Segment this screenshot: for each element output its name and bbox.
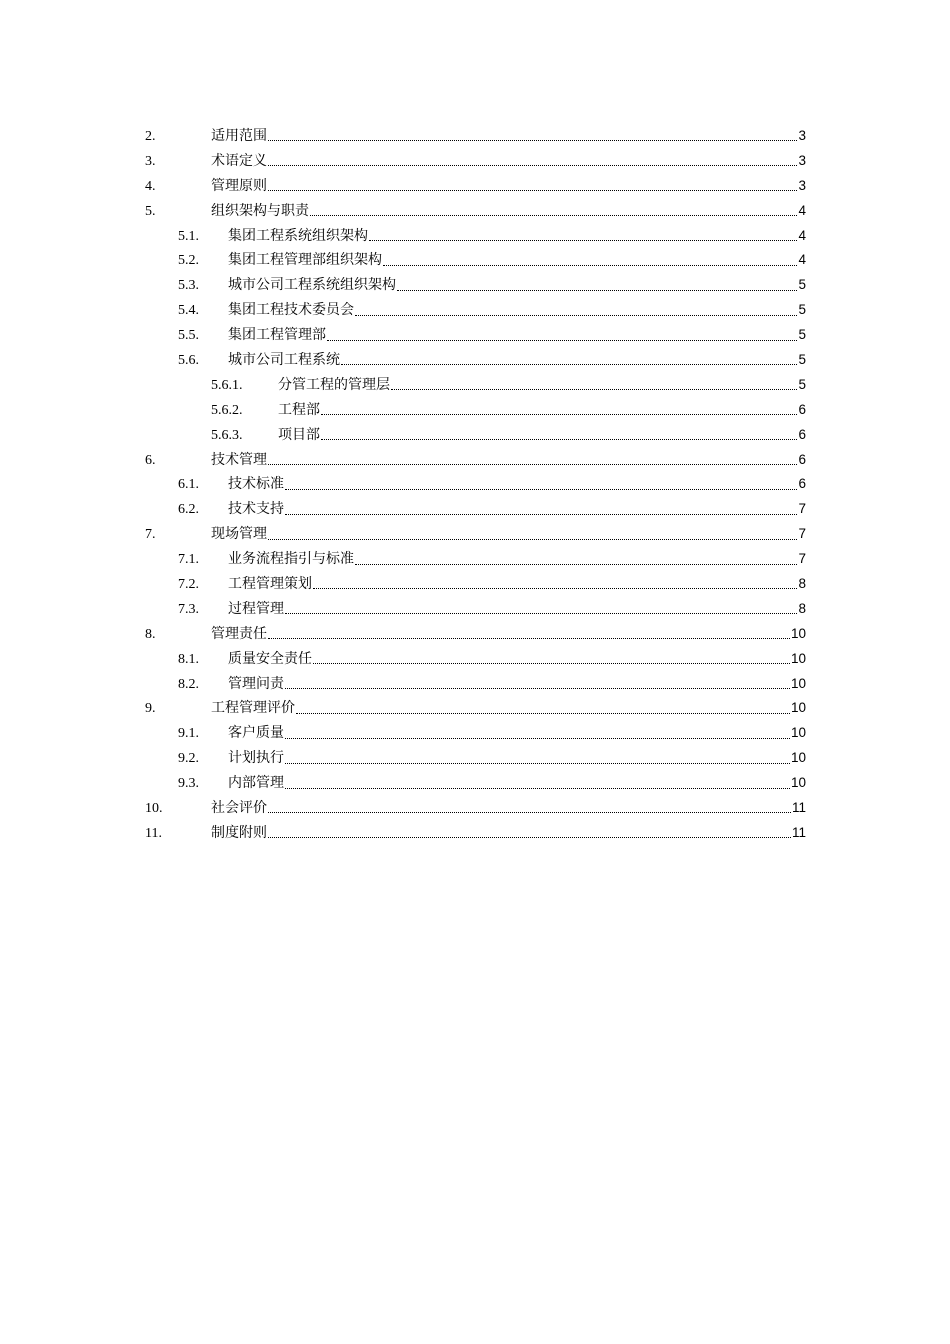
toc-entry[interactable] (145, 273, 806, 298)
toc-entry[interactable] (145, 298, 806, 323)
toc-entry-page: 3 (798, 152, 806, 168)
toc-dot-leader (268, 627, 790, 641)
toc-entry-page: 7 (798, 551, 806, 567)
toc-entry-title: 技术标准 (228, 476, 284, 493)
toc-entry-number: 9.1. (178, 726, 199, 742)
toc-entry-title: 管理责任 (211, 625, 267, 642)
toc-entry-page: 7 (798, 526, 806, 542)
toc-entry-title: 客户质量 (228, 725, 284, 742)
toc-entry-number: 5.6. (178, 353, 199, 369)
toc-entry-number: 3. (145, 153, 156, 169)
toc-entry-title: 社会评价 (211, 800, 267, 817)
toc-entry-number: 8. (145, 626, 156, 642)
toc-entry-title: 质量安全责任 (228, 650, 312, 667)
table-of-contents (145, 124, 806, 846)
toc-dot-leader (313, 652, 790, 666)
toc-dot-leader (391, 378, 797, 392)
toc-entry-title: 管理原则 (211, 177, 267, 194)
toc-entry-page: 6 (798, 451, 806, 467)
toc-entry-page: 4 (798, 252, 806, 268)
toc-dot-leader (383, 254, 797, 268)
toc-entry[interactable] (145, 647, 806, 672)
toc-entry-title: 过程管理 (228, 600, 284, 617)
toc-entry[interactable] (145, 448, 806, 473)
toc-entry[interactable] (145, 597, 806, 622)
toc-entry-page: 10 (790, 625, 806, 641)
toc-entry-title: 集团工程管理部组织架构 (228, 252, 382, 269)
toc-entry-number: 4. (145, 178, 156, 194)
toc-entry-number: 5.6.1. (211, 377, 243, 393)
toc-entry[interactable] (145, 472, 806, 497)
toc-dot-leader (285, 503, 797, 517)
toc-entry-number: 5.6.3. (211, 427, 243, 443)
toc-entry-title: 管理问责 (228, 675, 284, 692)
toc-entry-page: 5 (798, 277, 806, 293)
toc-entry[interactable] (145, 149, 806, 174)
toc-entry-page: 3 (798, 128, 806, 143)
toc-entry[interactable] (145, 696, 806, 721)
toc-dot-leader (268, 179, 797, 193)
toc-entry[interactable] (145, 522, 806, 547)
toc-dot-leader (285, 677, 790, 691)
toc-entry-title: 适用范围 (211, 128, 267, 144)
toc-entry-page: 10 (790, 675, 806, 691)
toc-dot-leader (310, 204, 797, 218)
toc-entry-page: 10 (790, 775, 806, 791)
toc-entry-title: 分管工程的管理层 (278, 376, 390, 393)
toc-entry-page: 11 (791, 800, 806, 816)
toc-entry[interactable] (145, 547, 806, 572)
toc-dot-leader (268, 154, 797, 168)
toc-entry-page: 6 (798, 401, 806, 417)
toc-entry-number: 5.4. (178, 303, 199, 319)
toc-entry-title: 技术管理 (211, 451, 267, 468)
toc-dot-leader (369, 229, 797, 243)
toc-entry-number: 5.3. (178, 278, 199, 294)
toc-dot-leader (313, 577, 797, 591)
toc-dot-leader (285, 777, 790, 791)
toc-entry[interactable] (145, 572, 806, 597)
toc-dot-leader (397, 279, 797, 293)
toc-entry-page: 10 (790, 700, 806, 716)
toc-entry-number: 9.2. (178, 751, 199, 767)
toc-dot-leader (296, 702, 790, 716)
toc-entry-page: 4 (798, 202, 806, 218)
toc-entry-title: 城市公司工程系统 (228, 352, 340, 369)
toc-entry[interactable] (145, 199, 806, 224)
toc-entry-title: 技术支持 (228, 501, 284, 518)
toc-dot-leader (321, 403, 797, 417)
toc-dot-leader (285, 602, 797, 616)
toc-entry-page: 6 (798, 426, 806, 442)
toc-entry-page: 4 (798, 227, 806, 243)
toc-entry-page: 10 (790, 650, 806, 666)
toc-entry[interactable] (145, 672, 806, 697)
toc-entry[interactable] (145, 124, 806, 149)
toc-entry-title: 计划执行 (228, 750, 284, 767)
toc-entry-number: 7.3. (178, 601, 199, 617)
toc-dot-leader (355, 304, 797, 318)
toc-entry[interactable] (145, 721, 806, 746)
toc-dot-leader (285, 752, 790, 766)
toc-entry-title: 术语定义 (211, 152, 267, 169)
toc-entry-page: 7 (798, 501, 806, 517)
toc-entry[interactable] (145, 821, 806, 846)
toc-entry[interactable] (145, 348, 806, 373)
toc-entry-title: 现场管理 (211, 526, 267, 543)
toc-entry-page: 10 (790, 725, 806, 741)
toc-dot-leader (268, 826, 791, 840)
toc-entry[interactable] (145, 224, 806, 249)
toc-entry-number: 7.1. (178, 552, 199, 568)
toc-entry-title: 工程管理策划 (228, 576, 312, 593)
toc-entry-number: 6.1. (178, 477, 199, 493)
toc-dot-leader (285, 478, 797, 492)
toc-entry-number: 6. (145, 452, 156, 468)
toc-entry-page: 8 (798, 576, 806, 592)
toc-entry-page: 5 (798, 327, 806, 343)
toc-entry-number: 8.1. (178, 651, 199, 667)
toc-entry[interactable] (145, 746, 806, 771)
toc-entry-page: 8 (798, 600, 806, 616)
toc-entry-title: 内部管理 (228, 775, 284, 792)
toc-entry-page: 5 (798, 352, 806, 368)
toc-entry[interactable] (145, 622, 806, 647)
toc-entry-page: 5 (798, 376, 806, 392)
toc-entry-number: 5.1. (178, 228, 199, 244)
toc-entry-number: 5.6.2. (211, 402, 243, 418)
toc-entry[interactable] (145, 174, 806, 199)
toc-entry[interactable] (145, 248, 806, 273)
toc-entry-number: 9.3. (178, 776, 199, 792)
toc-entry-page: 3 (798, 177, 806, 193)
toc-entry-number: 10. (145, 801, 163, 817)
toc-entry-title: 项目部 (278, 426, 320, 443)
toc-entry-title: 组织架构与职责 (211, 202, 309, 219)
toc-entry-number: 11. (145, 825, 162, 841)
toc-entry-title: 制度附则 (211, 824, 267, 841)
toc-entry-title: 城市公司工程系统组织架构 (228, 277, 396, 294)
toc-entry-number: 5.2. (178, 253, 199, 269)
toc-entry[interactable] (145, 497, 806, 522)
toc-dot-leader (268, 453, 797, 467)
toc-entry[interactable] (145, 423, 806, 448)
toc-entry-title: 集团工程技术委员会 (228, 302, 354, 319)
toc-dot-leader (341, 353, 797, 367)
toc-entry[interactable] (145, 398, 806, 423)
toc-dot-leader (355, 553, 797, 567)
toc-entry-number: 7.2. (178, 577, 199, 593)
toc-entry-page: 10 (790, 750, 806, 766)
toc-entry-page: 5 (798, 302, 806, 318)
toc-entry[interactable] (145, 323, 806, 348)
toc-entry-page: 11 (791, 824, 806, 840)
toc-dot-leader (321, 428, 797, 442)
toc-entry-title: 工程部 (278, 401, 320, 418)
toc-dot-leader (268, 528, 797, 542)
toc-dot-leader (268, 801, 791, 815)
toc-entry-number: 5.5. (178, 328, 199, 344)
toc-dot-leader (327, 329, 797, 343)
toc-entry[interactable] (145, 796, 806, 821)
toc-entry-title: 集团工程系统组织架构 (228, 227, 368, 244)
toc-entry-title: 工程管理评价 (211, 700, 295, 717)
toc-entry-number: 8.2. (178, 676, 199, 692)
toc-entry-number: 6.2. (178, 502, 199, 518)
toc-dot-leader (285, 727, 790, 741)
toc-entry-number: 7. (145, 527, 156, 543)
toc-entry-title: 集团工程管理部 (228, 327, 326, 344)
toc-entry-number: 5. (145, 203, 156, 219)
toc-dot-leader (268, 129, 797, 143)
toc-entry-page: 6 (798, 476, 806, 492)
toc-entry[interactable] (145, 771, 806, 796)
toc-entry-title: 业务流程指引与标准 (228, 551, 354, 568)
toc-entry-number: 2. (145, 129, 156, 144)
toc-entry-number: 9. (145, 701, 156, 717)
toc-entry[interactable] (145, 373, 806, 398)
